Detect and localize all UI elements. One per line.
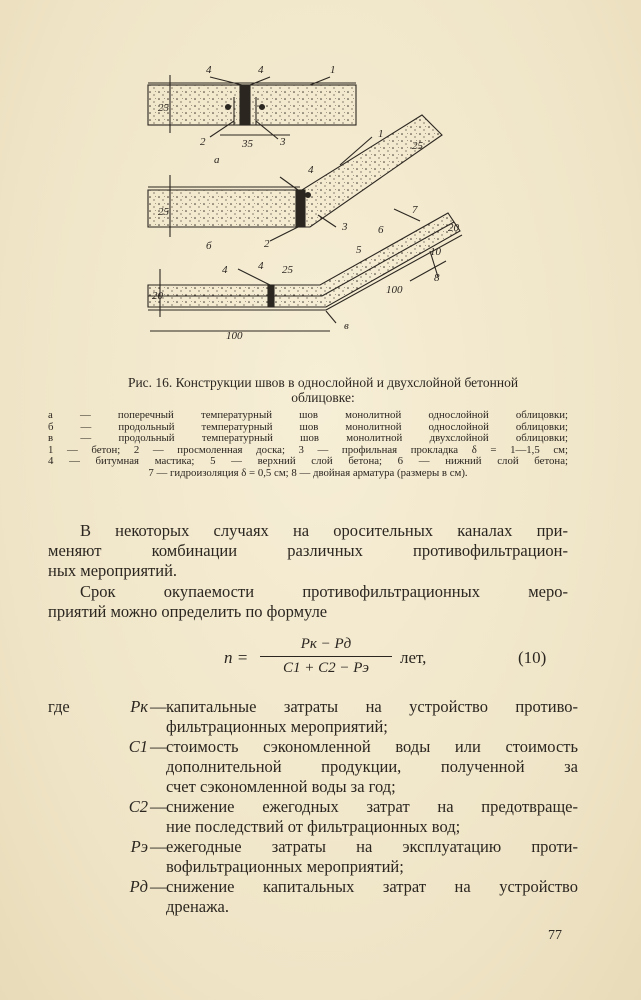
para-line: меняют комбинации различных противофильтрацион-	[48, 541, 568, 560]
label-c-100: 100	[226, 330, 243, 342]
para-line: В некоторых случаях на оросительных каналах при-	[80, 521, 568, 540]
diagram-b	[148, 115, 442, 241]
figure-legend	[48, 410, 568, 480]
diagram-a	[148, 75, 356, 139]
label-a-35: 35	[242, 138, 253, 150]
label-a-4b: 4	[258, 64, 264, 76]
formula-definitions	[48, 697, 578, 917]
label-c-100r: 100	[386, 284, 403, 296]
definition-symbol: C1	[128, 737, 148, 756]
label-c-10: 10	[430, 246, 441, 258]
definition-line: снижение ежегодных затрат на предотвраще-	[166, 797, 578, 816]
definition-item: C1 — стоимость сэкономленной воды или стоимость дополнительной продукции, полученной за счет сэкономленной воды за год;	[48, 737, 578, 797]
definition-line: стоимость сэкономленной воды или стоимость	[166, 737, 578, 756]
legend-line: а — поперечный температурный шов монолитной однослойной облицовки;	[48, 409, 568, 421]
label-a-1: 1	[330, 64, 336, 76]
label-b-25l: 25	[158, 206, 169, 218]
label-a-4a: 4	[206, 64, 212, 76]
formula-10	[48, 636, 568, 690]
page-number: 77	[548, 928, 562, 943]
label-b-1: 1	[378, 128, 384, 140]
label-c-4a: 4	[222, 264, 228, 276]
label-a-25: 25	[158, 102, 169, 114]
legend-line: б — продольный температурный шов монолитной однослойной облицовки;	[48, 420, 568, 433]
paragraph-1	[48, 521, 568, 581]
formula-lhs: n =	[224, 648, 249, 667]
label-c-7: 7	[412, 204, 418, 216]
definition-symbol: Pэ	[130, 837, 148, 856]
joint-construction-figure	[130, 55, 490, 365]
label-c-8: 8	[434, 272, 440, 284]
label-c-letter: в	[344, 320, 349, 332]
formula-fraction-bar	[260, 656, 392, 657]
definition-line: снижение капитальных затрат на устройство	[166, 877, 578, 896]
definition-item: Pд — снижение капитальных затрат на устройство дренажа.	[48, 877, 578, 917]
label-c-6: 6	[378, 224, 384, 236]
label-b-3: 3	[342, 221, 348, 233]
label-b-25r: 25	[412, 140, 423, 152]
legend-line: в — продольный температурный шов монолитной двухслойной облицовки;	[48, 432, 568, 445]
caption-title-line2: облицовке:	[291, 390, 355, 405]
formula-denominator: C1 + C2 − Pэ	[282, 660, 370, 676]
definition-symbol: Pд	[129, 877, 148, 896]
definition-line: капитальные затраты на устройство противо-	[166, 697, 578, 716]
definition-item: где Pк — капитальные затраты на устройство противо- фильтрационных мероприятий;	[48, 697, 578, 736]
definition-line: дополнительной продукции, полученной за	[166, 757, 578, 776]
label-a-2: 2	[200, 136, 206, 148]
label-c-20: 20	[448, 222, 459, 234]
label-c-25: 25	[282, 264, 293, 276]
paragraph-2	[48, 582, 568, 622]
label-c-4b: 4	[258, 260, 264, 272]
definition-item: Pэ — ежегодные затраты на эксплуатацию проти- вофильтрационных мероприятий;	[48, 837, 578, 877]
definition-symbol: Pк	[130, 697, 148, 716]
label-c-5: 5	[356, 244, 362, 256]
label-b-4: 4	[308, 164, 314, 176]
definition-line: фильтрационных мероприятий;	[166, 717, 388, 736]
definition-line: счет сэкономленной воды за год;	[166, 777, 396, 796]
definition-symbol: C2	[128, 797, 148, 816]
formula-numerator: Pк − Pд	[300, 636, 352, 652]
label-c-20l: 20	[152, 290, 163, 302]
legend-line: 1 — бетон; 2 — просмоленная доска; 3 — профильная прокладка δ = 1—1,5 см;	[48, 443, 568, 456]
definition-line: ние последствий от фильтрационных вод;	[166, 817, 461, 836]
legend-line: 7 — гидроизоляция δ = 0,5 см; 8 — двойная арматура (размеры в см).	[148, 466, 468, 479]
label-a-3: 3	[280, 136, 286, 148]
definition-line: ежегодные затраты на эксплуатацию проти-	[166, 837, 578, 856]
label-b-2: 2	[264, 238, 270, 250]
para-line: ных мероприятий.	[48, 561, 178, 580]
label-b-letter: б	[206, 240, 212, 252]
para-line: Срок окупаемости противофильтрационных меро-	[80, 582, 568, 601]
caption-title-line1: Рис. 16. Конструкции швов в однослойной и двухслойной бетонной	[127, 375, 519, 390]
definition-line: дренажа.	[166, 897, 229, 916]
definition-item: C2 — снижение ежегодных затрат на предотвраще- ние последствий от фильтрационных вод;	[48, 797, 578, 837]
where-word: где	[48, 697, 70, 716]
figure-caption-title	[78, 375, 568, 405]
formula-number: (10)	[518, 648, 547, 667]
legend-line: 4 — битумная мастика; 5 — верхний слой бетона; 6 — нижний слой бетона;	[48, 455, 568, 468]
label-a-letter: а	[214, 154, 220, 166]
definition-line: вофильтрационных мероприятий;	[166, 857, 404, 876]
para-line: приятий можно определить по формуле	[48, 602, 328, 621]
formula-unit: лет,	[400, 648, 427, 667]
